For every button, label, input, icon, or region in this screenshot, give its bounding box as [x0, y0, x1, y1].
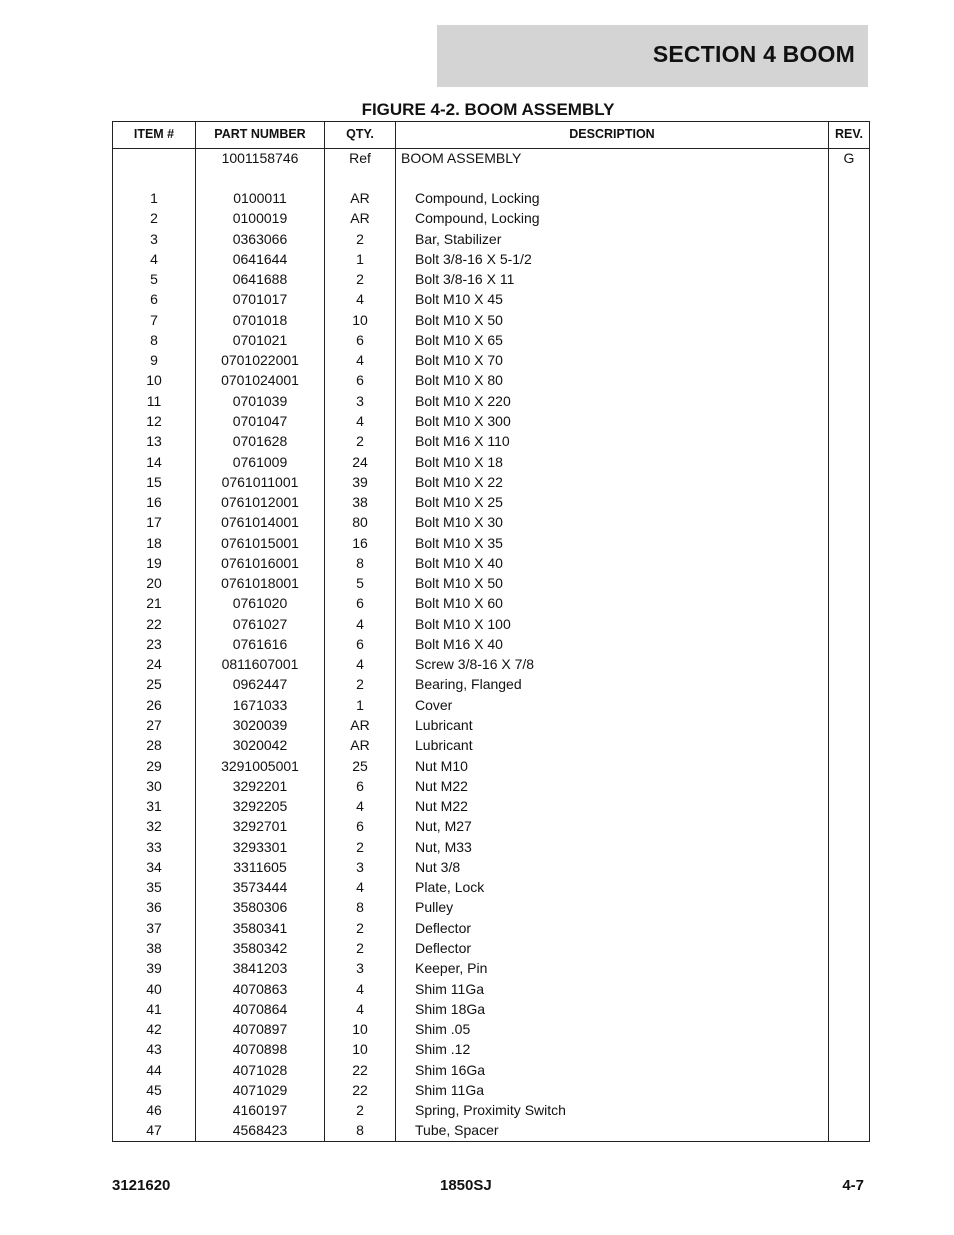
item-number: 24 [146, 656, 162, 673]
table-row [113, 636, 869, 656]
table-row [113, 920, 869, 940]
item-number: 9 [150, 352, 158, 369]
description: Bearing, Flanged [415, 676, 522, 693]
item-number: 13 [146, 433, 162, 450]
item-number: 14 [146, 453, 162, 470]
table-row [113, 372, 869, 392]
description: Compound, Locking [415, 190, 540, 206]
table-row [113, 1021, 869, 1041]
table-row [113, 859, 869, 879]
item-number: 38 [146, 939, 162, 956]
quantity: 8 [356, 1122, 364, 1139]
description: Compound, Locking [415, 210, 540, 227]
description: Nut 3/8 [415, 858, 461, 875]
part-number: 0701024001 [221, 372, 299, 389]
quantity: 22 [352, 1081, 368, 1098]
description: Deflector [415, 919, 472, 936]
description: Lubricant [415, 737, 473, 754]
description: Lubricant [415, 717, 473, 734]
quantity: 2 [356, 271, 364, 288]
table-row [113, 271, 869, 291]
quantity: 6 [356, 818, 364, 835]
description: Bolt M10 X 50 [415, 311, 503, 328]
table-row [113, 231, 869, 251]
quantity: AR [350, 190, 370, 206]
part-number: 0701018 [232, 311, 288, 328]
quantity: 6 [356, 595, 364, 612]
part-number: 0701039 [232, 392, 288, 409]
footer-page-number: 4-7 [842, 1177, 864, 1194]
table-row [113, 1102, 869, 1122]
description: Nut M22 [415, 798, 468, 815]
table-row [113, 535, 869, 555]
part-number: 3580341 [232, 919, 288, 936]
header-rev: REV. [834, 127, 864, 141]
item-number: 7 [150, 311, 158, 328]
item-number: 39 [146, 960, 162, 977]
table-row [113, 1001, 869, 1021]
item-number: 22 [146, 615, 162, 632]
quantity: 24 [352, 453, 368, 470]
item-number: 43 [146, 1041, 162, 1058]
item-number: 17 [146, 514, 162, 531]
description: Bolt M10 X 70 [415, 352, 503, 369]
description: Bolt M10 X 45 [415, 291, 503, 308]
header-qty: QTY. [346, 127, 374, 141]
description: Deflector [415, 939, 472, 956]
part-number: 0811607001 [221, 656, 299, 673]
quantity: 39 [352, 473, 368, 490]
footer-doc-number: 3121620 [112, 1177, 171, 1194]
part-number: 3573444 [232, 879, 288, 896]
quantity: 4 [356, 1000, 364, 1017]
parts-table [112, 121, 870, 1142]
item-number: 35 [146, 879, 162, 896]
item-number: 41 [146, 1000, 162, 1017]
description: Bolt 3/8-16 X 11 [415, 271, 515, 288]
item-number: 46 [146, 1102, 162, 1119]
item-number: 40 [146, 980, 162, 997]
section-banner [437, 25, 868, 87]
header-description: DESCRIPTION [569, 127, 655, 141]
item-number: 16 [146, 494, 162, 511]
part-number: 0761014001 [221, 514, 299, 531]
description: Bolt M10 X 65 [415, 331, 503, 348]
part-number: 4160197 [232, 1102, 288, 1119]
description: Bolt M16 X 40 [415, 635, 503, 652]
item-number: 8 [150, 331, 158, 348]
table-row [113, 291, 869, 311]
figure-title: FIGURE 4-2. BOOM ASSEMBLY [361, 100, 615, 119]
table-row [113, 312, 869, 332]
description: Plate, Lock [415, 879, 485, 896]
description: Bolt M16 X 110 [415, 433, 510, 450]
table-row [113, 474, 869, 494]
quantity: 10 [352, 1021, 368, 1038]
quantity: 4 [356, 615, 364, 632]
table-row [113, 454, 869, 474]
item-number: 21 [146, 595, 162, 612]
quantity: 2 [356, 919, 364, 936]
quantity: 4 [356, 412, 364, 429]
part-number: 3020042 [232, 737, 288, 754]
part-number: 3311605 [233, 858, 287, 875]
description: Pulley [415, 899, 454, 916]
part-number: 4070864 [232, 1000, 288, 1017]
description: Bolt M10 X 220 [415, 392, 511, 409]
description: Spring, Proximity Switch [415, 1102, 566, 1119]
item-number: 15 [146, 473, 162, 490]
part-number: 0100011 [233, 190, 287, 206]
description: Nut M22 [415, 777, 468, 794]
item-number: 44 [146, 1061, 162, 1078]
quantity: 2 [356, 433, 364, 450]
item-number: 18 [146, 534, 162, 551]
table-row [113, 413, 869, 433]
part-number: 0701628 [232, 433, 288, 450]
part-number: 3841203 [232, 960, 288, 977]
part-number: 0641688 [232, 271, 288, 288]
description: Bolt M10 X 40 [415, 554, 503, 571]
part-number: 0761009 [232, 453, 288, 470]
part-number: 4070897 [232, 1021, 288, 1038]
table-row [113, 616, 869, 636]
part-number: 4070898 [232, 1041, 288, 1058]
item-number: 30 [146, 777, 162, 794]
description: Bolt M10 X 35 [415, 534, 503, 551]
table-row [113, 899, 869, 919]
table-row [113, 1082, 869, 1102]
part-number: 0761016001 [221, 554, 299, 571]
table-row [113, 697, 869, 717]
description: Bolt M10 X 60 [415, 595, 503, 612]
item-number: 36 [146, 899, 162, 916]
quantity: 2 [356, 230, 364, 247]
part-number: 4568423 [232, 1122, 288, 1139]
table-row [113, 981, 869, 1001]
table-row [113, 960, 869, 980]
table-row [113, 798, 869, 818]
part-number: 0761015001 [221, 534, 299, 551]
part-number: 0761616 [232, 635, 288, 652]
quantity: 4 [356, 798, 364, 815]
table-row [113, 251, 869, 271]
part-number: 0761011001 [221, 473, 299, 490]
quantity: AR [350, 717, 370, 734]
description: Shim 16Ga [415, 1061, 486, 1078]
quantity: 10 [352, 1041, 368, 1058]
item-number: 12 [146, 412, 162, 429]
part-number: 0100019 [232, 210, 288, 227]
item-number: 6 [150, 291, 158, 308]
part-number: 3292205 [232, 798, 288, 815]
table-row [113, 839, 869, 859]
description: Screw 3/8-16 X 7/8 [415, 656, 535, 673]
quantity: 5 [356, 575, 364, 592]
description: Bolt M10 X 50 [415, 575, 503, 592]
section-title: SECTION 4 BOOM [652, 41, 855, 67]
description: Shim .12 [415, 1041, 471, 1058]
item-number: 1 [150, 190, 158, 206]
quantity: 3 [356, 960, 364, 977]
item-number: 19 [146, 554, 162, 571]
quantity: AR [350, 210, 370, 227]
table-row [113, 332, 869, 352]
part-number: 0363066 [232, 230, 288, 247]
item-number: 34 [146, 858, 162, 875]
part-number: 0761020 [232, 595, 288, 612]
table-row [113, 737, 869, 757]
quantity: 6 [356, 635, 364, 652]
table-row [113, 494, 869, 514]
description: Nut, M27 [415, 818, 472, 835]
table-row [113, 879, 869, 899]
item-number: 23 [146, 635, 162, 652]
item-number: 20 [146, 575, 162, 592]
description: Cover [415, 696, 453, 713]
assembly-description: BOOM ASSEMBLY [401, 150, 522, 166]
item-number: 10 [146, 372, 162, 389]
description: Bolt M10 X 18 [415, 453, 503, 470]
description: Nut M10 [415, 757, 468, 774]
description: Bolt 3/8-16 X 5-1/2 [415, 250, 532, 267]
quantity: 8 [356, 899, 364, 916]
item-number: 2 [150, 210, 158, 227]
part-number: 3020039 [232, 717, 288, 734]
description: Bolt M10 X 22 [415, 473, 503, 490]
part-number: 0701021 [232, 331, 288, 348]
quantity: 4 [356, 656, 364, 673]
description: Bolt M10 X 30 [415, 514, 503, 531]
quantity: 2 [356, 676, 364, 693]
item-number: 25 [146, 676, 162, 693]
table-row [113, 676, 869, 696]
table-row [113, 778, 869, 798]
quantity: 4 [356, 980, 364, 997]
part-number: 4071029 [232, 1081, 288, 1098]
table-row [113, 1122, 869, 1142]
table-row [113, 555, 869, 575]
table-row [113, 393, 869, 413]
item-number: 33 [146, 838, 162, 855]
quantity: 2 [356, 939, 364, 956]
quantity: 3 [356, 858, 364, 875]
table-row [113, 656, 869, 676]
quantity: 80 [352, 514, 368, 531]
quantity: 16 [352, 534, 368, 551]
table-row [113, 514, 869, 534]
assembly-part-number: 1001158746 [221, 150, 299, 166]
description: Bolt M10 X 100 [415, 615, 511, 632]
footer-model: 1850SJ [440, 1177, 492, 1194]
quantity: 3 [356, 392, 364, 409]
table-row [113, 758, 869, 778]
item-number: 5 [150, 271, 158, 288]
table-row [113, 595, 869, 615]
item-number: 27 [146, 717, 162, 734]
quantity: 1 [356, 696, 364, 713]
quantity: 8 [356, 554, 364, 571]
description: Keeper, Pin [415, 960, 488, 977]
table-row [113, 190, 869, 210]
table-row [113, 1062, 869, 1082]
assembly-rev: G [843, 150, 855, 166]
quantity: 22 [352, 1061, 368, 1078]
part-number: 3580306 [232, 899, 288, 916]
part-number: 3292701 [232, 818, 288, 835]
description: Nut, M33 [415, 838, 472, 855]
quantity: 2 [356, 838, 364, 855]
description: Bolt M10 X 80 [415, 372, 503, 389]
quantity: 38 [352, 494, 368, 511]
part-number: 4071028 [232, 1061, 288, 1078]
part-number: 0761027 [232, 615, 288, 632]
part-number: 0761018001 [221, 575, 299, 592]
part-number: 3292201 [232, 777, 288, 794]
item-number: 3 [150, 230, 158, 247]
table-row [113, 1041, 869, 1061]
quantity: 4 [356, 291, 364, 308]
part-number: 0962447 [232, 676, 288, 693]
table-row [113, 210, 869, 230]
part-number: 0761012001 [221, 494, 299, 511]
description: Tube, Spacer [415, 1122, 499, 1139]
item-number: 11 [146, 392, 162, 409]
description: Bolt M10 X 25 [415, 494, 503, 511]
item-number: 29 [146, 757, 162, 774]
description: Shim .05 [415, 1021, 471, 1038]
item-number: 45 [146, 1081, 162, 1098]
item-number: 31 [146, 798, 162, 815]
part-number: 4070863 [232, 980, 288, 997]
quantity: 4 [356, 879, 364, 896]
part-number: 3293301 [232, 838, 288, 855]
header-part-number: PART NUMBER [214, 127, 306, 141]
table-row [113, 433, 869, 453]
item-number: 32 [146, 818, 162, 835]
table-row [113, 940, 869, 960]
part-number: 0701022001 [221, 352, 299, 369]
description: Bolt M10 X 300 [415, 412, 511, 429]
assembly-qty: Ref [349, 150, 371, 166]
item-number: 4 [150, 250, 158, 267]
part-number: 0641644 [232, 250, 288, 267]
quantity: 10 [352, 311, 368, 328]
description: Shim 18Ga [415, 1000, 486, 1017]
quantity: 6 [356, 372, 364, 389]
item-number: 47 [146, 1122, 162, 1139]
quantity: 25 [352, 757, 368, 774]
item-number: 26 [146, 696, 162, 713]
part-number: 0701017 [232, 291, 288, 308]
part-number: 3291005001 [221, 757, 299, 774]
table-row [113, 717, 869, 737]
quantity: 2 [356, 1102, 364, 1119]
item-number: 37 [146, 919, 162, 936]
part-number: 1671033 [232, 696, 288, 713]
description: Shim 11Ga [415, 1081, 484, 1098]
item-number: 28 [146, 737, 162, 754]
quantity: AR [350, 737, 370, 754]
quantity: 1 [356, 250, 364, 267]
part-number: 0701047 [232, 412, 288, 429]
table-header [113, 122, 869, 149]
quantity: 6 [356, 331, 364, 348]
table-row [113, 352, 869, 372]
part-number: 3580342 [232, 939, 288, 956]
header-item: ITEM # [133, 127, 175, 141]
table-row [113, 818, 869, 838]
item-number: 42 [146, 1021, 162, 1038]
table-row [113, 575, 869, 595]
assembly-row [113, 150, 869, 170]
description: Shim 11Ga [415, 980, 484, 997]
quantity: 4 [356, 352, 364, 369]
description: Bar, Stabilizer [415, 230, 502, 247]
quantity: 6 [356, 777, 364, 794]
